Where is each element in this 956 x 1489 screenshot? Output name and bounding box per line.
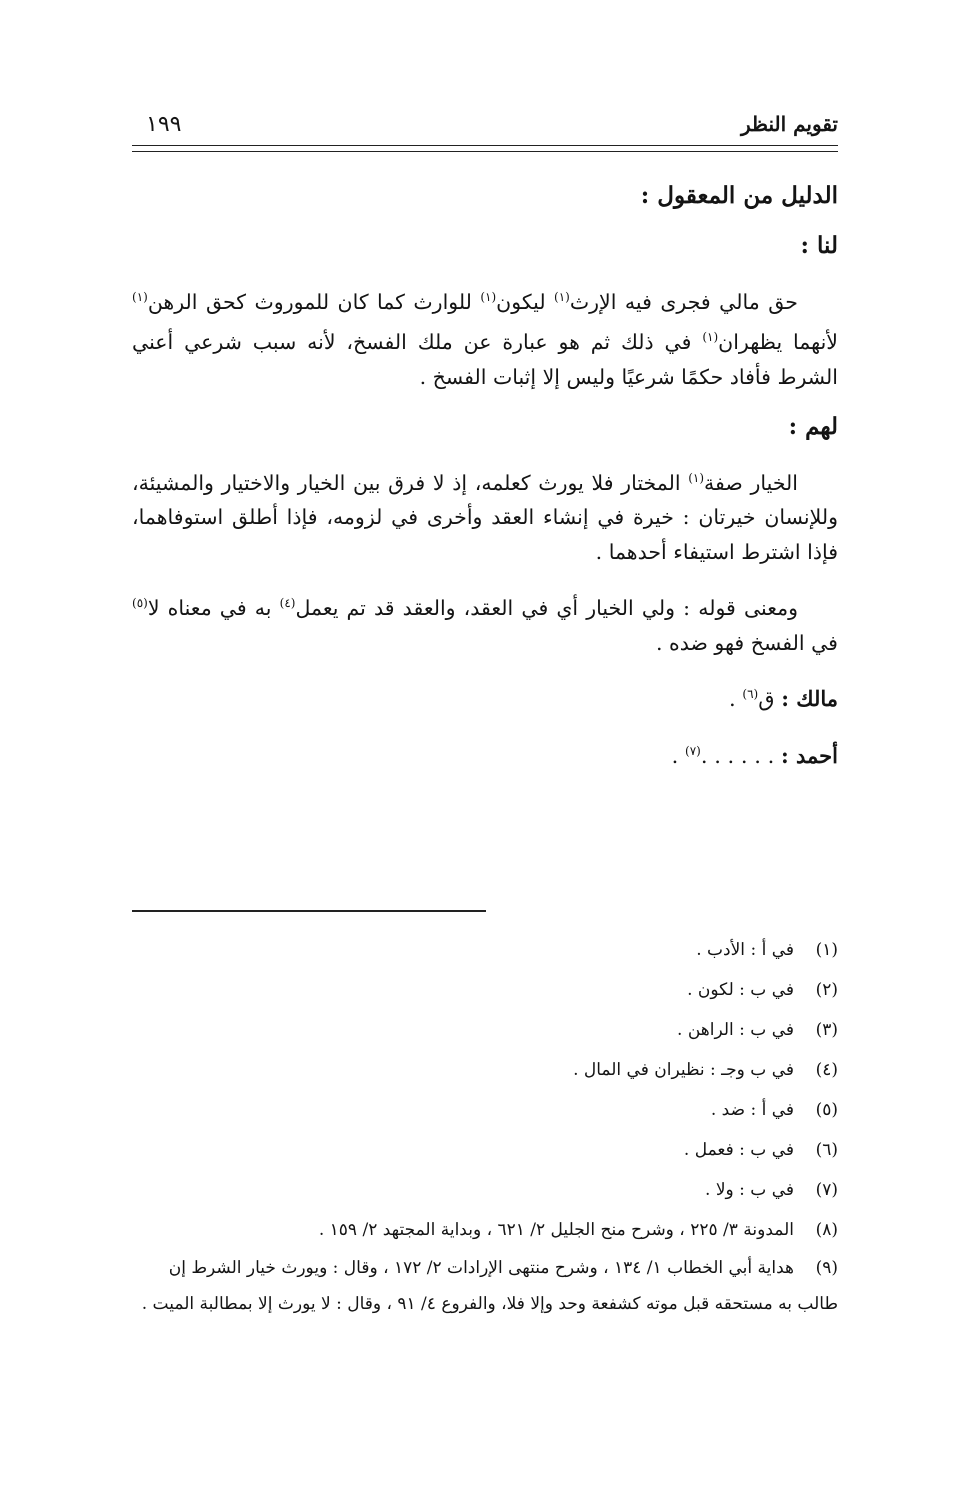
footnote-item [132,1050,838,1090]
p3-text-3: في الفسخ فهو ضده . [655,631,838,656]
footnote-item [132,1250,838,1322]
p1-text-5: في ذلك ثم هو عبارة عن ملك الفسخ، لأنه سبب شرعي أعني الشرط فأفاد حكمًا شرعيًا وليس إلا إثبات الفسخ . [132,329,838,389]
footnote-text: في ب : الراهن . [677,1020,794,1040]
footnote-ref: (٤) [279,596,296,611]
paragraph-2 [132,461,838,571]
section-heading: الدليل من المعقول : [640,182,838,209]
ahmad-text: . . . . . . [700,744,781,769]
footnote-text: في أ : الأدب . [696,940,794,960]
footnotes [132,930,838,1322]
running-title: تقويم النظر [741,112,838,136]
footnote-number: (٥) [815,1100,838,1120]
footnote-number: (٣) [815,1020,838,1040]
footnote-number: (٤) [815,1060,838,1080]
p2-text-1: الخيار صفة [704,470,798,495]
paragraph-1 [132,280,838,395]
page-number: ١٩٩ [146,112,182,137]
footnote-text: في أ : ضد . [710,1100,794,1120]
footnote-text: في ب وجـ : نظيران في المال . [573,1060,794,1080]
footnote-number: (٦) [815,1140,838,1160]
p1-text-3: للوارث كما كان للموروث كحق الرهن [147,289,481,314]
footnote-item [132,1010,838,1050]
footnote-number: (١) [815,940,838,960]
footnote-text: المدونة ٣/ ٢٢٥ ، وشرح منح الجليل ٢/ ٦٢١ ، وبداية المجتهد ٢/ ١٥٩ . [318,1220,794,1240]
p1-text-2: ليكون [496,289,555,314]
lahum-label: لهم : [788,412,838,440]
running-header [132,112,838,142]
footnote-item [132,1170,838,1210]
lana-label: لنا : [800,232,838,259]
footnote-separator [132,910,486,912]
footnote-text: في ب : لكون . [687,980,794,1000]
footnote-ref: (٧) [685,744,701,759]
footnote-ref: (٥) [132,596,148,611]
footnote-ref: (١) [554,290,570,304]
header-rule-bottom [132,151,838,152]
footnote-ref: (١) [480,290,497,304]
malik-end: . [729,687,743,712]
footnote-ref: (١) [688,470,705,485]
p2-text-2: المختار فلا يورث كعلمه، إذ لا فرق بين الخيار والاختيار والمشيئة، وللإنسان خيرتان : خيرة في إنشاء العقد وأخرى في لزومه، فإذا أطلق استوفاهما، فإذا اشترط استيفاء أحدهما . [132,470,838,565]
ahmad-line [132,734,838,773]
main-text [132,180,838,791]
footnote-number: (٧) [815,1180,838,1200]
footnote-text: في ب : ولا . [705,1180,794,1200]
ahmad-end: . [671,744,686,769]
footnote-item [132,1090,838,1130]
footnote-item [132,930,838,970]
footnote-number: (٢) [815,980,838,1000]
p1-text-4: لأنهما يظهران [718,329,838,354]
ahmad-label: أحمد : [780,743,838,769]
footnote-item [132,1130,838,1170]
p3-text-1: ومعنى قوله : ولي الخيار أي في العقد، والعقد قد تم يعمل [295,596,798,621]
malik-text: ق [758,687,782,712]
footnote-ref: (١) [702,329,719,344]
footnote-text: هداية أبي الخطاب ١/ ١٣٤ ، وشرح منتهى الإرادات ٢/ ١٧٢ ، وقال : ويورث خيار الشرط إن طالب به مستحقه قبل موته كشفعة وحد وإلا فلا، والفروع ٤/ ٩١ ، وقال : لا يورث إلا بمطالبة الميت . [141,1258,838,1314]
footnote-number: (٩) [815,1258,838,1278]
footnote-item [132,970,838,1010]
header-rule-top [132,145,838,146]
paragraph-3 [132,586,838,661]
malik-line [132,677,838,716]
malik-label: مالك : [781,686,838,712]
footnote-ref: (٦) [742,687,759,702]
p3-text-2: به في معناه لا [147,596,280,621]
p1-text-1: حق مالي فجرى فيه الإرث [569,289,798,314]
footnote-item [132,1210,838,1250]
footnote-number: (٨) [815,1220,838,1240]
footnote-ref: (١) [132,290,148,304]
footnote-text: في ب : فعمل . [683,1140,794,1160]
